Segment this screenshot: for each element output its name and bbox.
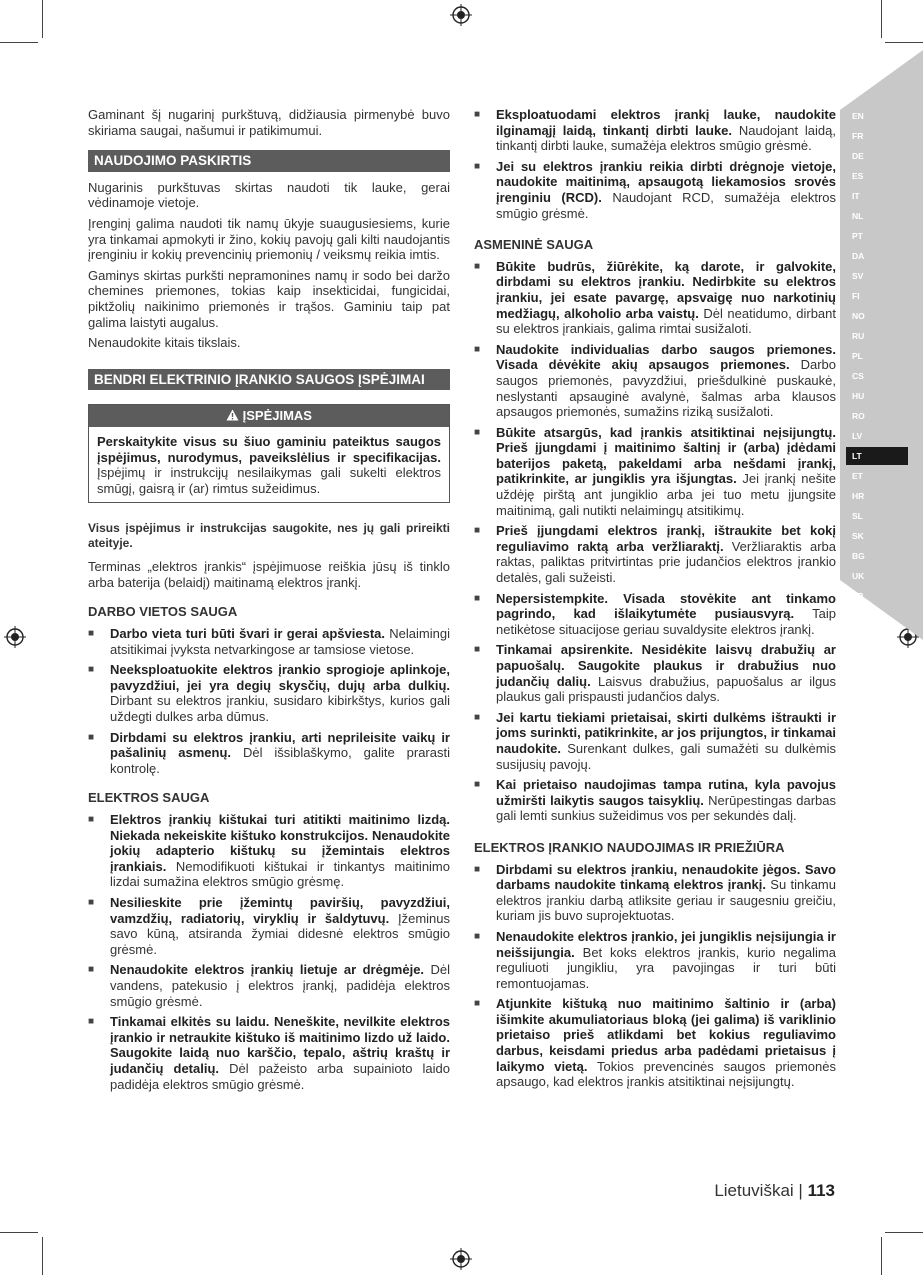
language-tab[interactable]: PT	[852, 231, 863, 241]
language-tab[interactable]: UK	[852, 571, 865, 581]
list-item-bold: Nenaudokite elektros įrankio, jei jungiklis neįsijungia ir neišsijungia.	[496, 928, 836, 960]
list-item-text: Su tinkamu elektros įrankiu darbą atliksite geriau ir saugesniu greičiu, kuriam jis buvo suprojektuotas.	[496, 877, 836, 924]
list-item	[474, 710, 836, 772]
language-tab[interactable]: NO	[852, 311, 865, 321]
list-item	[88, 962, 450, 1009]
save-instructions-note: Visus įspėjimus ir instrukcijas saugokite, nes jų gali prireikti ateityje.	[88, 521, 450, 551]
language-tab[interactable]: RU	[852, 331, 865, 341]
list-item-text: Surenkant dulkes, gali sumažėti su dulkėmis susijusių pavojų.	[496, 740, 836, 772]
list-item-bold: Dirbdami su elektros įrankiu, nenaudokite jėgos. Savo darbams naudokite tinkamą elektros įrankį.	[496, 861, 836, 893]
personal-safety-list	[474, 259, 836, 824]
list-item	[88, 730, 450, 777]
heading-electrical-safety: ELEKTROS SAUGA	[88, 790, 210, 806]
paragraph: Nenaudokite kitais tikslais.	[88, 335, 241, 351]
language-tab[interactable]: ES	[852, 171, 864, 181]
list-item-text: Dėl vandens, patekusio į elektros įrankį, padidėja elektros smūgio grėsmė.	[110, 962, 450, 1009]
list-item-text: Nelaimingi atsitikimai įvyksta netvarkingose ar tamsiose vietose.	[110, 626, 450, 657]
list-item	[474, 642, 836, 704]
tool-use-list	[474, 862, 836, 1090]
list-item	[88, 662, 450, 724]
language-tabs	[846, 107, 908, 607]
list-item-text: Nemodifikuoti kištukai ir tinkantys maitinimo lizdai sumažina elektros smūgio grėsmę.	[110, 858, 450, 890]
warning-box	[88, 404, 450, 503]
language-tab[interactable]: SK	[852, 531, 864, 541]
list-item-bold: Eksploatuodami elektros įrankį lauke, naudokite ilginamąjį laidą, tinkantį dirbti lauke.	[496, 107, 836, 138]
list-item-bold: Naudokite individualias darbo saugos priemones. Visada dėvėkite akių apsaugos priemones.	[496, 341, 836, 373]
list-item-bold: Nepersistempkite. Visada stovėkite ant tinkamo pagrindo, kad išlaikytumėte pusiausvyrą.	[496, 590, 836, 622]
work-area-list	[88, 626, 450, 776]
list-item-bold: Elektros įrankių kištukai turi atitikti maitinimo lizdą. Niekada nekeiskite kištuko konstrukcijos. Nenaudokite jokių adapterio kištukų su įžemintais elektros įrankiais.	[110, 812, 450, 874]
crop-mark	[0, 1232, 38, 1233]
crop-mark	[42, 1237, 43, 1275]
list-item	[474, 862, 836, 924]
language-tab[interactable]: BG	[852, 551, 865, 561]
list-item	[474, 159, 836, 221]
right-column	[474, 107, 836, 1095]
footer-language: Lietuviškai |	[714, 1181, 803, 1200]
language-tab[interactable]: HU	[852, 391, 865, 401]
list-item	[88, 895, 450, 957]
list-item-text: Įžeminus savo kūną, atsiranda žymiai didesnė elektros smūgio grėsmė.	[110, 910, 450, 957]
language-tab[interactable]: RO	[852, 411, 865, 421]
list-item-bold: Kai prietaiso naudojimas tampa rutina, kyla pavojus užmiršti laikytis saugos taisyklių.	[496, 777, 836, 808]
electrical-safety-list	[88, 812, 450, 1092]
section-title-intended-use: NAUDOJIMO PASKIRTIS	[88, 150, 450, 172]
list-item-bold: Neeksploatuokite elektros įrankio sprogioje aplinkoje, pavyzdžiui, jei yra degių skysčių, dujų arba dulkių.	[110, 662, 450, 693]
list-item	[88, 626, 450, 657]
heading-work-area-safety: DARBO VIETOS SAUGA	[88, 604, 238, 620]
language-tab[interactable]: TR	[852, 591, 864, 601]
language-tab[interactable]: SL	[852, 511, 863, 521]
language-tab[interactable]: SV	[852, 271, 864, 281]
list-item-bold: Nesilieskite prie įžemintų paviršių, pavyzdžiui, vamzdžių, radiatorių, viryklių ir šaldytuvų.	[110, 894, 450, 926]
list-item-bold: Atjunkite kištuką nuo maitinimo šaltinio ir (arba) išimkite akumuliatoriaus bloką (jei galima) iš variklinio prietaiso prieš atlikdami bet kokius reguliavimo darbus, keisdami priedus arba padėdami prietaisus į laikymo vietą.	[496, 996, 836, 1074]
crop-mark	[881, 0, 882, 38]
paragraph: Gaminys skirtas purkšti nepramonines namų ir sodo bei daržo chemines priemones, tokias kaip insekticidai, fungicidai, piktžolių naikinimo priemonės ir trąšos. Gaminiu taip pat galima laistyti augalus.	[88, 267, 450, 330]
list-item-text: Taip netikėtose situacijose geriau suvaldysite elektros įrankį.	[496, 606, 836, 637]
list-item-bold: Dirbdami su elektros įrankiu, arti neprileisite vaikų ir pašalinių asmenų.	[110, 729, 450, 761]
intro-text: Gaminant šį nugarinį purkštuvą, didžiausia pirmenybė buvo skiriama saugai, našumui ir patikimumui.	[88, 107, 450, 138]
warning-bold-text: Perskaitykite visus su šiuo gaminiu pateiktus saugos įspėjimus, nurodymus, paveikslėlius ir specifikacijas.	[97, 433, 441, 465]
list-item-text: Laisvus drabužius, papuošalus ar ilgus plaukus gali prispausti judančios dalys.	[496, 673, 836, 705]
electrical-safety-list-continued	[474, 107, 836, 221]
list-item-bold: Būkite budrūs, žiūrėkite, ką darote, ir galvokite, dirbdami su elektros įrankiu. Nedirbkite su elektros įrankiu, jei esate pavargę, apsvaigę nuo narkotinių medžiagų, alkoholio arba vaistų.	[496, 258, 836, 321]
language-tab[interactable]: NL	[852, 211, 864, 221]
language-tab[interactable]: FI	[852, 291, 860, 301]
list-item	[88, 1014, 450, 1092]
crop-mark	[42, 0, 43, 38]
language-tab[interactable]: CS	[852, 371, 864, 381]
language-tab[interactable]: LV	[852, 431, 863, 441]
list-item-bold: Jei su elektros įrankiu reikia dirbti drėgnoje vietoje, naudokite maitinimą, apsaugotą liekamosios srovės įrenginiu (RCD).	[496, 158, 836, 205]
language-tab[interactable]: FR	[852, 131, 864, 141]
warning-header	[89, 405, 449, 427]
list-item	[474, 342, 836, 420]
registration-mark-icon	[450, 4, 472, 26]
crop-mark	[885, 1232, 923, 1233]
language-tab[interactable]: DA	[852, 251, 865, 261]
section-title-general-safety: BENDRI ELEKTRINIO ĮRANKIO SAUGOS ĮSPĖJIMAI	[88, 369, 450, 391]
warning-text: Įspėjimų ir instrukcijų nesilaikymas gali sukelti elektros smūgį, gaisrą ir (ar) rimtus sužeidimus.	[97, 465, 441, 496]
list-item-text: Naudojant laidą, tinkantį dirbti lauke, sumažėja elektros smūgio grėsmė.	[496, 122, 837, 154]
list-item-text: Dirbant su elektros įrankiu, susidaro kibirkštys, kurios gali uždegti dulkes arba dūmus.	[110, 693, 450, 725]
list-item	[474, 107, 836, 154]
list-item-bold: Tinkamai elkitės su laidu. Neneškite, nevilkite elektros įrankio ir netraukite kištuko iš maitinimo lizdo už laido. Saugokite laidą nuo karščio, tepalo, aštrių kraštų ir judančių detalių.	[110, 1014, 450, 1076]
language-tab[interactable]: HR	[852, 491, 865, 501]
language-tab[interactable]: ET	[852, 471, 863, 481]
warning-label: ĮSPĖJIMAS	[242, 408, 312, 424]
crop-mark	[881, 1237, 882, 1275]
language-tab[interactable]: DE	[852, 151, 864, 161]
list-item	[474, 259, 836, 337]
list-item	[88, 812, 450, 890]
list-item-bold: Nenaudokite elektros įrankių lietuje ar drėgmėje.	[110, 962, 425, 978]
list-item-text: Nerūpestingas darbas gali lemti sunkius sužeidimus vos per sekundės dalį.	[496, 792, 836, 824]
paragraph: Įrenginį galima naudoti tik namų ūkyje suaugusiesiems, kurie yra tinkamai apmokyti ir žino, kokių pavojų gali kilti naudojantis įrenginiu ir kokių prevencinių priemonių / veiksmų reikia imtis.	[88, 215, 450, 263]
warning-triangle-icon	[226, 409, 239, 421]
list-item-text: Dėl išsiblaškymo, galite prarasti kontrolę.	[110, 745, 450, 776]
list-item-text: Bet koks elektros įrankis, kurio negalima reguliuoti jungikliu, yra pavojingas ir turi būti remontuojamas.	[496, 944, 836, 991]
language-tab[interactable]: EN	[852, 111, 864, 121]
list-item-text: Dėl pažeisto arba supainioto laido padidėja elektros smūgio grėsmė.	[110, 1060, 450, 1092]
list-item	[474, 929, 836, 991]
list-item	[474, 996, 836, 1090]
list-item	[474, 777, 836, 824]
registration-mark-icon	[450, 1248, 472, 1270]
list-item-text: Naudojant RCD, sumažėja elektros smūgio grėsmė.	[496, 189, 837, 221]
list-item	[474, 425, 836, 519]
list-item	[474, 523, 836, 585]
list-item-bold: Darbo vieta turi būti švari ir gerai apšviesta.	[110, 626, 385, 642]
list-item-text: Jei įrankį nešite uždėję pirštą ant jungiklio arba jei tuo metu įjungsite maitinimą, gali nutikti nelaimingų atsitikimų.	[496, 471, 836, 518]
terms-paragraph: Terminas „elektros įrankis“ įspėjimuose reiškia jūsų iš tinklo arba baterija (belaidį) maitinamą elektros įrankį.	[88, 559, 450, 590]
crop-mark	[885, 42, 923, 43]
language-tab[interactable]: IT	[852, 191, 860, 201]
language-tab[interactable]: PL	[852, 351, 863, 361]
heading-personal-safety: ASMENINĖ SAUGA	[474, 237, 594, 253]
heading-tool-use-care: ELEKTROS ĮRANKIO NAUDOJIMAS IR PRIEŽIŪRA	[474, 839, 785, 855]
list-item-text: Veržliaraktis arba raktas, paliktas pritvirtintas prie judančios elektros įrankio detalės, gali sužeisti.	[496, 538, 836, 586]
page-footer	[714, 1181, 835, 1201]
registration-mark-icon	[4, 626, 26, 648]
list-item-bold: Prieš įjungdami elektros įrankį, ištraukite bet kokį reguliavimo raktą arba veržliaraktį.	[496, 523, 836, 554]
warning-body	[89, 427, 449, 502]
list-item-text: Tokios prevencinės saugos priemonės apsaugo, kad elektros įrankis atsitiktinai neįsijungtų.	[496, 1058, 836, 1090]
list-item-bold: Jei kartu tiekiami prietaisai, skirti dulkėms ištraukti ir joms surinkti, patikrinkite, ar jos prijungtos, ir tinkamai naudokite.	[496, 709, 836, 756]
list-item	[474, 591, 836, 638]
list-item-bold: Būkite atsargūs, kad įrankis atsitiktinai neįsijungtų. Prieš įjungdami į maitinimo šaltinį ir (arba) įdėdami baterijos paketą, pakeldami arba nešdami įrankį, patikrinkite, ar jungiklis yra išjungtas.	[496, 424, 836, 487]
left-column	[88, 107, 450, 1097]
paragraph: Nugarinis purkštuvas skirtas naudoti tik lauke, gerai vėdinamoje vietoje.	[88, 179, 450, 211]
language-tab-active[interactable]: LT	[846, 447, 908, 465]
page-number: 113	[807, 1181, 835, 1200]
crop-mark	[0, 42, 38, 43]
list-item-text: Darbo saugos priemonės, pavyzdžiui, priešdulkinė puskaukė, neslystanti apsauginė avalynė, šalmas arba klausos apsaugos priemonės, sumažins riziką susižaloti.	[496, 357, 836, 420]
list-item-bold: Tinkamai apsirenkite. Nesidėkite laisvų drabužių ar papuošalų. Saugokite plaukus ir drabužius nuo judančių dalių.	[496, 642, 836, 689]
list-item-text: Dėl neatidumo, dirbant su elektros įrankiais, galima rimtai susižaloti.	[496, 305, 836, 337]
